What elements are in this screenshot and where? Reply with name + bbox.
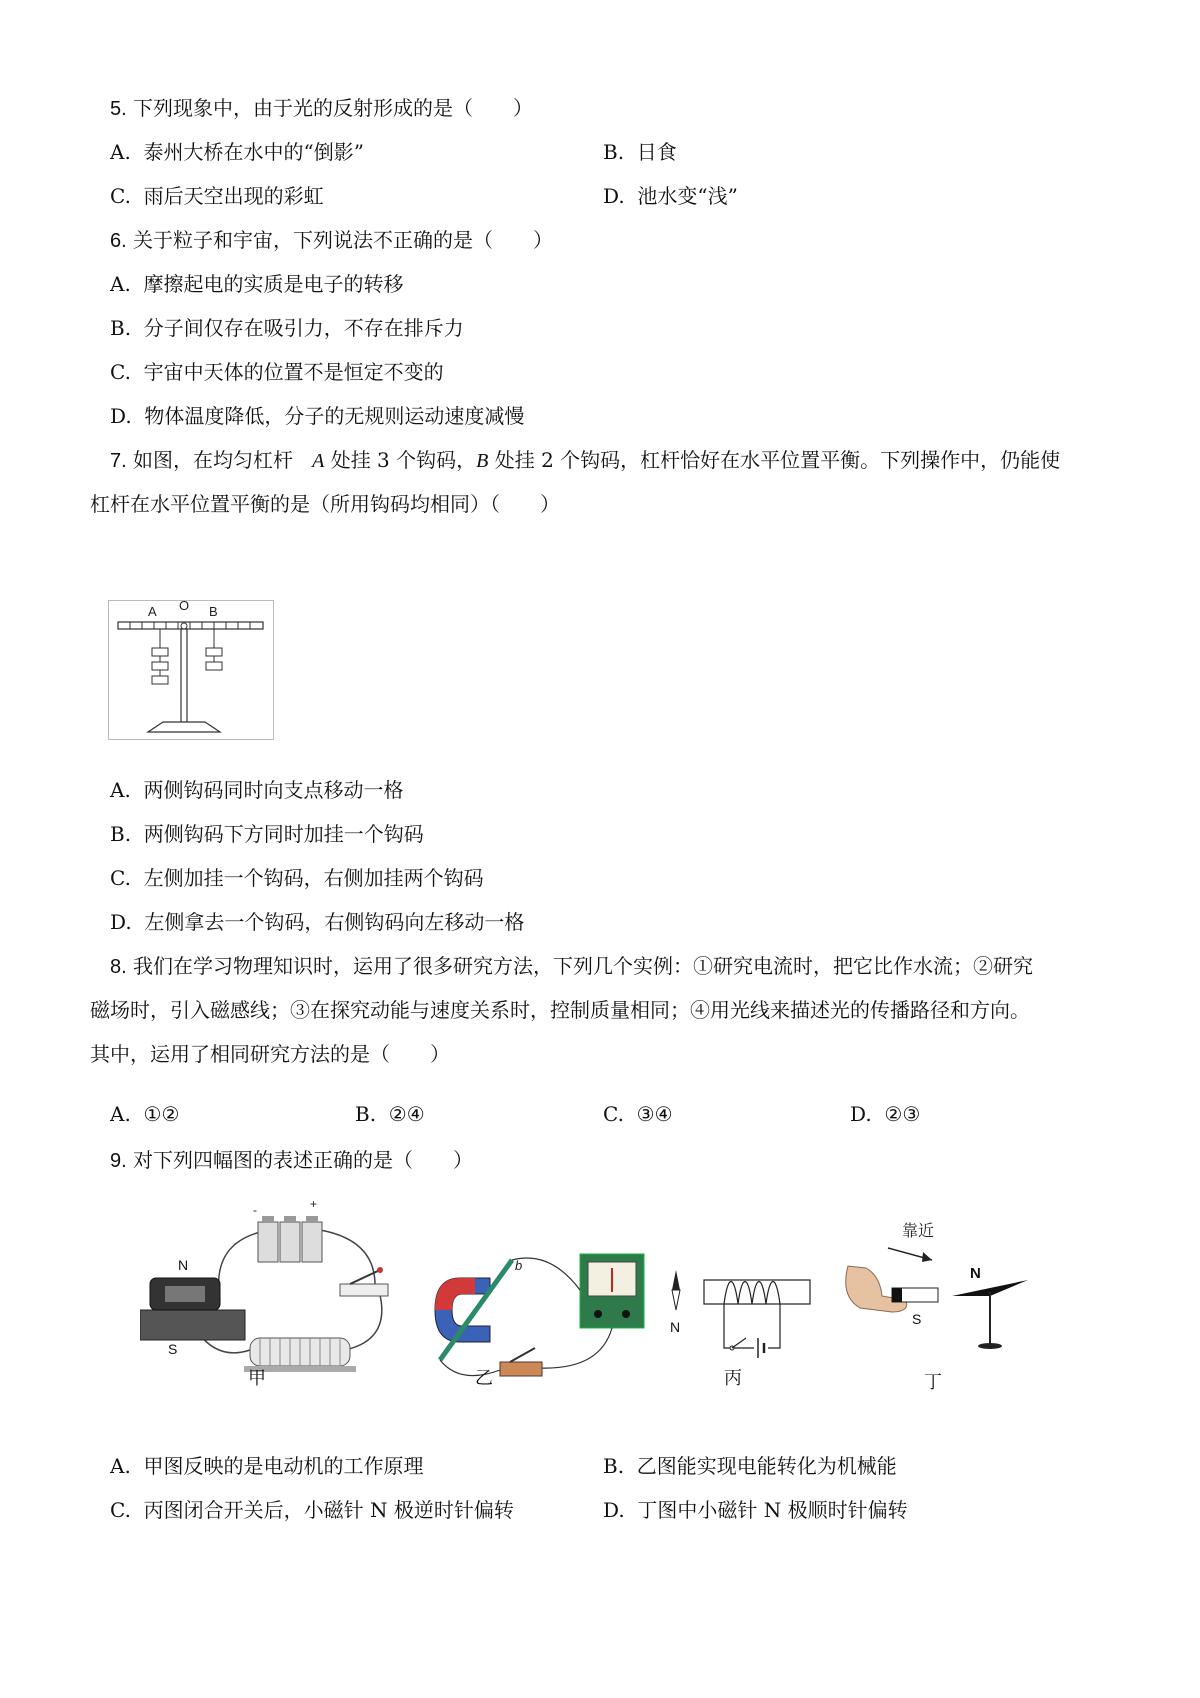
option-b[interactable] — [355, 1100, 425, 1128]
question-7-stem — [110, 446, 1060, 475]
weight-icon — [152, 648, 168, 656]
pivot-icon — [181, 623, 187, 629]
weight-icon — [206, 662, 222, 670]
option-a[interactable] — [110, 270, 404, 298]
option-label: D. — [110, 910, 132, 934]
option-a[interactable] — [110, 1452, 424, 1480]
question-7-stem-continued — [90, 490, 560, 518]
question-9-stem — [110, 1146, 473, 1175]
option-label: D. — [110, 404, 132, 428]
north-pole-label: N — [970, 1265, 981, 1282]
lever-label-o: O — [179, 600, 190, 613]
south-pole-label: S — [168, 1341, 178, 1357]
question-number: 6. — [110, 230, 127, 252]
option-text: 左侧加挂一个钩码，右侧加挂两个钩码 — [143, 866, 484, 890]
figure-jia — [140, 1200, 410, 1390]
question-text: 杠杆在水平位置平衡的是（所用钩码均相同）（ ） — [90, 492, 560, 516]
option-text: 甲图反映的是电动机的工作原理 — [143, 1454, 424, 1478]
question-text: 如图，在均匀杠杆 — [133, 448, 294, 472]
option-text: 池水变“浅” — [637, 184, 738, 208]
option-label: D. — [603, 184, 625, 208]
figure-ding — [840, 1216, 1060, 1396]
option-c[interactable] — [110, 1496, 514, 1524]
question-text: 其中，运用了相同研究方法的是（ ） — [90, 1042, 450, 1066]
option-label: C. — [110, 1498, 131, 1522]
option-text: 分子间仅存在吸引力，不存在排斥力 — [143, 316, 464, 340]
option-label: B. — [355, 1102, 377, 1126]
question-text: 下列现象中，由于光的反射形成的是（ ） — [133, 96, 534, 120]
question-8-stem-continued — [90, 1040, 450, 1068]
option-text: 泰州大桥在水中的“倒影” — [143, 140, 364, 164]
option-label: A. — [110, 272, 131, 296]
option-b[interactable] — [110, 314, 464, 342]
figure-caption: 甲 — [248, 1368, 266, 1389]
option-text: 日食 — [636, 140, 677, 164]
option-text: ②④ — [388, 1102, 425, 1126]
weight-icon — [152, 662, 168, 670]
figure-caption: 丁 — [924, 1372, 942, 1393]
point-a-label: A — [312, 450, 325, 472]
option-text: ②③ — [884, 1102, 921, 1126]
minus-label: - — [253, 1203, 257, 1217]
figure-bing — [668, 1270, 820, 1390]
option-text: 两侧钩码下方同时加挂一个钩码 — [143, 822, 424, 846]
option-text: 丁图中小磁针 N 极顺时针偏转 — [637, 1498, 908, 1522]
option-label: B. — [603, 1454, 625, 1478]
question-5-stem — [110, 94, 533, 123]
option-a[interactable] — [110, 138, 364, 166]
option-d[interactable] — [603, 1496, 908, 1524]
north-pole-label: N — [670, 1319, 681, 1335]
option-text: 雨后天空出现的彩虹 — [143, 184, 324, 208]
lever-label-a: A — [148, 604, 157, 619]
option-text: 宇宙中天体的位置不是恒定不变的 — [143, 360, 444, 384]
figure-caption: 乙 — [475, 1368, 493, 1389]
option-label: D. — [603, 1498, 625, 1522]
option-d[interactable] — [850, 1100, 920, 1128]
north-pole-label: N — [178, 1257, 189, 1273]
option-text: 左侧拿去一个钩码，右侧钩码向左移动一格 — [144, 910, 525, 934]
option-text: 乙图能实现电能转化为机械能 — [636, 1454, 897, 1478]
question-6-stem — [110, 226, 553, 255]
question-text: 磁场时，引入磁感线；③在探究动能与速度关系时，控制质量相同；④用光线来描述光的传播路径和方向。 — [90, 998, 1030, 1022]
question-text: 关于粒子和宇宙，下列说法不正确的是（ ） — [133, 228, 554, 252]
option-a[interactable] — [110, 1100, 179, 1128]
option-label: C. — [110, 360, 131, 384]
option-b[interactable] — [603, 138, 677, 166]
option-label: A. — [110, 1102, 131, 1126]
option-label: C. — [110, 184, 131, 208]
compass-needle-icon — [672, 1270, 680, 1310]
plus-label: + — [310, 1200, 318, 1211]
option-text: 摩擦起电的实质是电子的转移 — [143, 272, 404, 296]
option-text: 丙图闭合开关后，小磁针 N 极逆时针偏转 — [143, 1498, 514, 1522]
option-d[interactable] — [603, 182, 738, 210]
question-text: 处挂 3 个钩码， — [330, 448, 477, 472]
option-label: D. — [850, 1102, 872, 1126]
question-number: 9. — [110, 1150, 127, 1172]
lever-label-b: B — [209, 604, 218, 619]
question-text: 对下列四幅图的表述正确的是（ ） — [133, 1148, 474, 1172]
option-label: A. — [110, 778, 131, 802]
question-8-stem-continued — [90, 996, 1030, 1024]
option-label: A. — [110, 140, 131, 164]
battery-icon — [258, 1216, 322, 1262]
rod-label-b: b — [515, 1258, 523, 1273]
option-label: C. — [110, 866, 131, 890]
figure-caption: 丙 — [724, 1368, 742, 1389]
approach-label: 靠近 — [902, 1223, 935, 1240]
question-8-stem — [110, 952, 1033, 981]
option-c[interactable] — [110, 864, 484, 892]
switch-icon — [500, 1348, 542, 1376]
galvanometer-icon — [580, 1254, 644, 1328]
option-label: A. — [110, 1454, 131, 1478]
option-text: 两侧钩码同时向支点移动一格 — [143, 778, 404, 802]
magnet-icon — [140, 1278, 245, 1340]
point-b-label: B — [476, 450, 489, 472]
weight-icon — [152, 676, 168, 684]
lever-figure — [108, 600, 274, 740]
option-label: B. — [110, 316, 132, 340]
option-d[interactable] — [110, 908, 524, 936]
question-text: 处挂 2 个钩码，杠杆恰好在水平位置平衡。下列操作中，仍能使 — [494, 448, 1061, 472]
option-text: ①② — [143, 1102, 180, 1126]
option-label: C. — [603, 1102, 624, 1126]
question-number: 8. — [110, 956, 127, 978]
question-number: 5. — [110, 98, 127, 120]
weight-icon — [206, 648, 222, 656]
option-c[interactable] — [110, 182, 324, 210]
switch-icon — [732, 1338, 746, 1348]
south-pole-label: S — [912, 1311, 922, 1327]
option-b[interactable] — [603, 1452, 897, 1480]
option-label: B. — [110, 822, 132, 846]
option-label: B. — [603, 140, 625, 164]
switch-icon — [340, 1267, 388, 1296]
option-c[interactable] — [603, 1100, 673, 1128]
option-b[interactable] — [110, 820, 424, 848]
question-number: 7. — [110, 450, 127, 472]
question-text: 我们在学习物理知识时，运用了很多研究方法，下列几个实例：①研究电流时，把它比作水流；②研究 — [133, 954, 1034, 978]
option-text: 物体温度降低，分子的无规则运动速度减慢 — [144, 404, 525, 428]
option-a[interactable] — [110, 776, 404, 804]
option-c[interactable] — [110, 358, 444, 386]
option-d[interactable] — [110, 402, 524, 430]
option-text: ③④ — [636, 1102, 673, 1126]
figure-yi — [430, 1250, 660, 1390]
